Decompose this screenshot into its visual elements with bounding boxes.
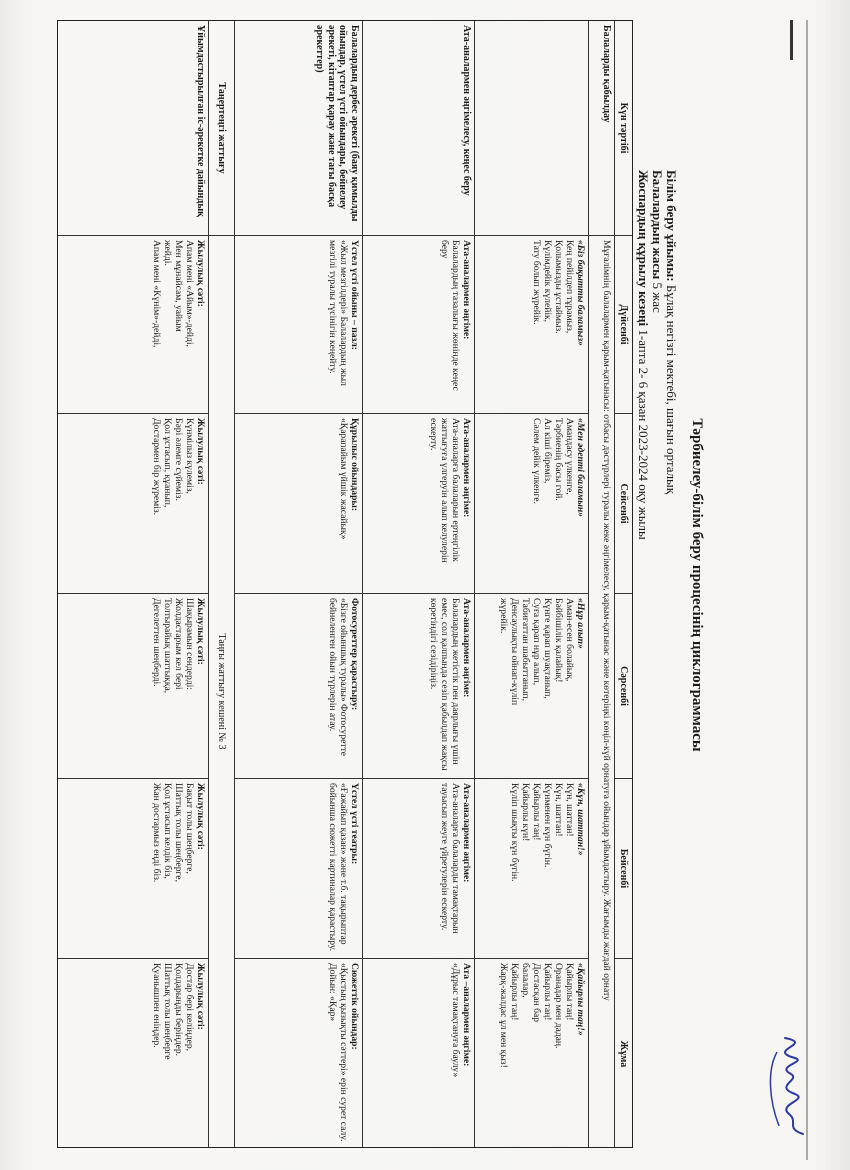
page-title: Тәрбиелеу-білім беру процесінің циклограммасы	[689, 418, 705, 752]
poem-line: Күн, шаттан!	[553, 783, 564, 837]
poem-title: «Нұр алып»	[575, 598, 586, 649]
poem-line: Суға қарап нұр алып,	[531, 598, 542, 686]
poem-line: Күнменен күн бүгін.	[542, 783, 553, 868]
header-wednesday: Сәрсенбі	[615, 594, 632, 779]
poem-line: Қайырлы күн!	[520, 783, 531, 842]
poem-line: Табиғаттан шабыттанып,	[520, 598, 531, 701]
cell-title: Үстел үсті театры:	[349, 783, 360, 865]
header-schedule: Күн тәртібі	[615, 21, 632, 236]
parents-monday	[363, 236, 474, 414]
org-line	[663, 170, 679, 494]
poem-line: Күн, шаттан!	[564, 783, 575, 837]
exercise-band-row	[208, 21, 234, 1147]
poem-line: Тату болып жүрейік.	[531, 240, 542, 325]
cell-title: Жылулық сәті:	[195, 963, 206, 1030]
poem-line: жейді.	[162, 240, 173, 266]
week-line	[635, 170, 651, 540]
poem-line: Достасқан бар	[531, 963, 542, 1023]
poem-line: Жан достармыз еңді біз.	[151, 783, 162, 883]
organized-tuesday	[58, 414, 208, 594]
reception-label-spacer	[475, 21, 588, 236]
parents-row	[362, 21, 474, 1147]
week-label: Жоспардың құрылу кезеңі	[636, 170, 651, 327]
org-label: Білім беру ұйымы:	[664, 170, 679, 282]
cell-title: Сюжеттік ойындар:	[349, 963, 360, 1050]
exercise-label: Таңертеңгі жаттығу	[209, 21, 234, 236]
document-header	[636, 20, 785, 1150]
poem-line: Шаттық толы шеңберге,	[173, 783, 184, 883]
activity-monday	[235, 236, 362, 414]
reception-tuesday	[475, 414, 588, 594]
header-monday: Дүйсенбі	[615, 236, 632, 414]
poem-line: Қолымызды ұстаймыз.	[553, 240, 564, 334]
poem-line: Достармен бір жүреміз.	[151, 418, 162, 516]
poem-line: Шақырамын сендерді:	[184, 598, 195, 690]
header-tuesday: Сейсенбі	[615, 414, 632, 594]
poem-line: Бақыт толы шеңберге,	[184, 783, 195, 874]
poem-line: Мен мұнайсам, уайым	[173, 240, 184, 332]
cell-text: «Қарапайым үйшік жасайық»	[338, 418, 349, 540]
reception-intro: Мұғалімнің балалармен қарым-қатынасы: отбасы дәстүрлері туралы жеке әңгімелесу, қарым-қатынас және көтеріңкі көңіл-күй орнатуға ойындар ұйымдастыру. Жағымды жағдай орнату	[601, 240, 612, 1001]
poem-line: Қол ұстасып келдік біз,	[162, 783, 173, 879]
parents-wednesday	[363, 594, 474, 779]
cell-title: Ата –аналармен әңгіме:	[461, 963, 472, 1067]
reception-monday	[475, 236, 588, 414]
age-label: Балалардың жасы	[650, 170, 665, 280]
reception-thursday	[475, 779, 588, 959]
poem-line: Күнге қарап шуақтанып,	[542, 598, 553, 699]
header-friday: Жұма	[618, 1040, 629, 1068]
parents-friday	[363, 959, 474, 1149]
cell-text: «Дұрыс тамақтануға баулу»	[450, 963, 461, 1078]
page-fold-line	[806, 20, 808, 1160]
organized-row	[58, 21, 208, 1147]
exercise-value: Таңғы жаттығу кешені № 3	[216, 633, 227, 750]
poem-line: Апам мені «Күнім»-дейді,	[151, 240, 162, 348]
cell-title: Үстел үсті ойыны – пазл:	[349, 240, 360, 350]
poem-line: Бәрі әлемге сүйеміз.	[173, 418, 184, 501]
poem-line: Ал кіші біреміз,	[542, 418, 553, 484]
poem-line: Сәлем дейік үлкенге.	[531, 418, 542, 505]
poem-title: «Күн, шаттан!»	[575, 783, 586, 856]
poem-line: Қуанышпен еніңдер.	[151, 963, 162, 1048]
age-line	[649, 170, 665, 313]
cell-title: Фотосуреттер қарастыру:	[349, 598, 360, 711]
poem-line: Шаттық толы шеңберге	[162, 963, 173, 1060]
poem-line: Күлімдейік күлейік,	[542, 240, 553, 323]
activity-tuesday	[235, 414, 362, 594]
poem-line: Апам мені «Айым»-дейді,	[184, 240, 195, 347]
poem-line: Кең пейілдеп тұрамыз,	[564, 240, 575, 334]
poem-line: Денсаулықты ойнап-күліп	[509, 598, 520, 706]
organized-friday	[58, 959, 208, 1149]
reception-wednesday	[475, 594, 588, 779]
poem-line: Достар бері келіңдер,	[184, 963, 195, 1052]
cell-title: Жылулық сәті:	[195, 418, 206, 485]
reception-intro-row	[588, 21, 614, 1147]
activity-thursday	[235, 779, 362, 959]
cell-title: Жылулық сәті:	[195, 783, 206, 850]
activity-wednesday	[235, 594, 362, 779]
organized-thursday	[58, 779, 208, 959]
week-value: 1-апта 2- 6 қазан 2023-2024 оқу жылы	[636, 329, 651, 540]
cell-text: Ата-аналарға балаларын ертеңгілік жаттығуға үлгеруін алып келулерін ескерту.	[428, 418, 461, 563]
activity-label: Балалардың дербес әрекеті (баяу қимылды ойындар, үстел үсті ойындары, бейнелеу әрекеті, кітаптар қарау және тағы басқа әрекеттер)	[235, 21, 362, 236]
organized-monday	[58, 236, 208, 414]
poem-line: Қайырлы таң!	[509, 963, 520, 1021]
cell-title: Ата-аналармен әңгіме:	[461, 783, 472, 883]
poem-line: Оранадар мен дадаң.	[553, 963, 564, 1049]
poem-line: Аман-есен болайық,	[564, 598, 575, 682]
rotated-document	[55, 20, 785, 1150]
parents-thursday	[363, 779, 474, 959]
org-value: Бұлақ негізгі мектебі, шағын орталық	[664, 284, 679, 495]
cell-text: Балалардың жетістік пен даярлығы үшін емес, сол қалпында сезіп қабылдап жақсы көретіндігі сезідіріңіз.	[428, 598, 461, 771]
cell-text: «Бізге ойыншық туралы» Фотосуретте бейнеленген ойын түрлерін атау.	[327, 598, 349, 757]
reception-label: Балаларды қабылдау	[474, 21, 614, 236]
cell-title: Жылулық сәті:	[195, 598, 206, 665]
poem-line: жүрейік.	[498, 598, 509, 634]
poem-title: «Мен әдепті баламын»	[575, 418, 586, 517]
activity-row	[234, 21, 362, 1147]
table-header-row	[614, 21, 632, 1147]
cell-title: Ата-аналармен әңгіме:	[461, 598, 472, 698]
reception-friday	[475, 959, 588, 1149]
organized-label: Ұйымдастырылған іс-әрекетке дайындық	[58, 21, 208, 236]
poem-line: балалар,	[520, 963, 531, 998]
parents-tuesday	[363, 414, 474, 594]
activity-friday	[235, 959, 362, 1149]
poem-title: «Қайырлы таң!»	[575, 963, 586, 1036]
poem-line: Қайырлы таң!	[542, 963, 553, 1021]
cell-title: Ата-аналармен әңгіме:	[461, 418, 472, 518]
poem-line: Қайырлы таң!	[531, 783, 542, 841]
poem-line: Амандасу үлкенге,	[564, 418, 575, 495]
cell-text: «Қыстың қызықты сәттері» ерін сурет салу. Дойын: «Қар»	[327, 963, 349, 1142]
cell-title: Құрылыс ойындары:	[349, 418, 360, 512]
poem-title: «Біз бақытты баламыз»	[575, 240, 586, 346]
cell-text: Балалардың тазалығы жөнінде кеңес беру	[439, 240, 461, 391]
cell-title: Ата-аналармен әңгіме:	[461, 240, 472, 340]
poem-line: Бәйбішілік қалайық!	[553, 598, 564, 683]
poem-line: Қол ұстасып, құанып,	[162, 418, 173, 508]
cell-text: «Ғажайып қазан» және т.б. тақырыптар бойынша сюжетті картиналар қарастыру.	[327, 783, 349, 952]
parents-label: Ата-аналармен әңгімелесу, кеңес беру	[363, 21, 474, 236]
cell-title: Жылулық сәті:	[195, 240, 206, 307]
poem-line: Толтырайық шаттыққа,	[162, 598, 173, 694]
header-thursday: Бейсенбі	[615, 779, 632, 959]
poem-line: Жолдастарым кел бері	[173, 598, 184, 690]
poem-line: Күнмілыз күлеміз,	[184, 418, 195, 494]
organized-wednesday	[58, 594, 208, 779]
poem-line: Күліп шықты күн бүгін.	[509, 783, 520, 882]
cyclogram-table	[57, 20, 633, 1148]
binder-mark	[790, 20, 793, 60]
poem-line: Дегелеттен шеңберді.	[151, 598, 162, 687]
poem-line: Тәрбиенің басы гой.	[553, 418, 564, 501]
poem-line: Жарқ-жалдас ұл мен қыз!	[498, 963, 509, 1068]
poem-line: Қолдарыңды беріңдер.	[173, 963, 184, 1057]
age-value: 5 жас	[650, 282, 665, 313]
cell-text: «Жыл мезгілдері» Балалардың жыл мезгілі туралы түсінігін кеңейту.	[327, 240, 349, 386]
cell-text: Ата-аналарға балаларды тамақтарын тауысып жеуге үйретулерін ескерту.	[439, 783, 461, 934]
reception-poems-row	[474, 21, 588, 1147]
poem-line: Қайырлы таң!	[564, 963, 575, 1021]
